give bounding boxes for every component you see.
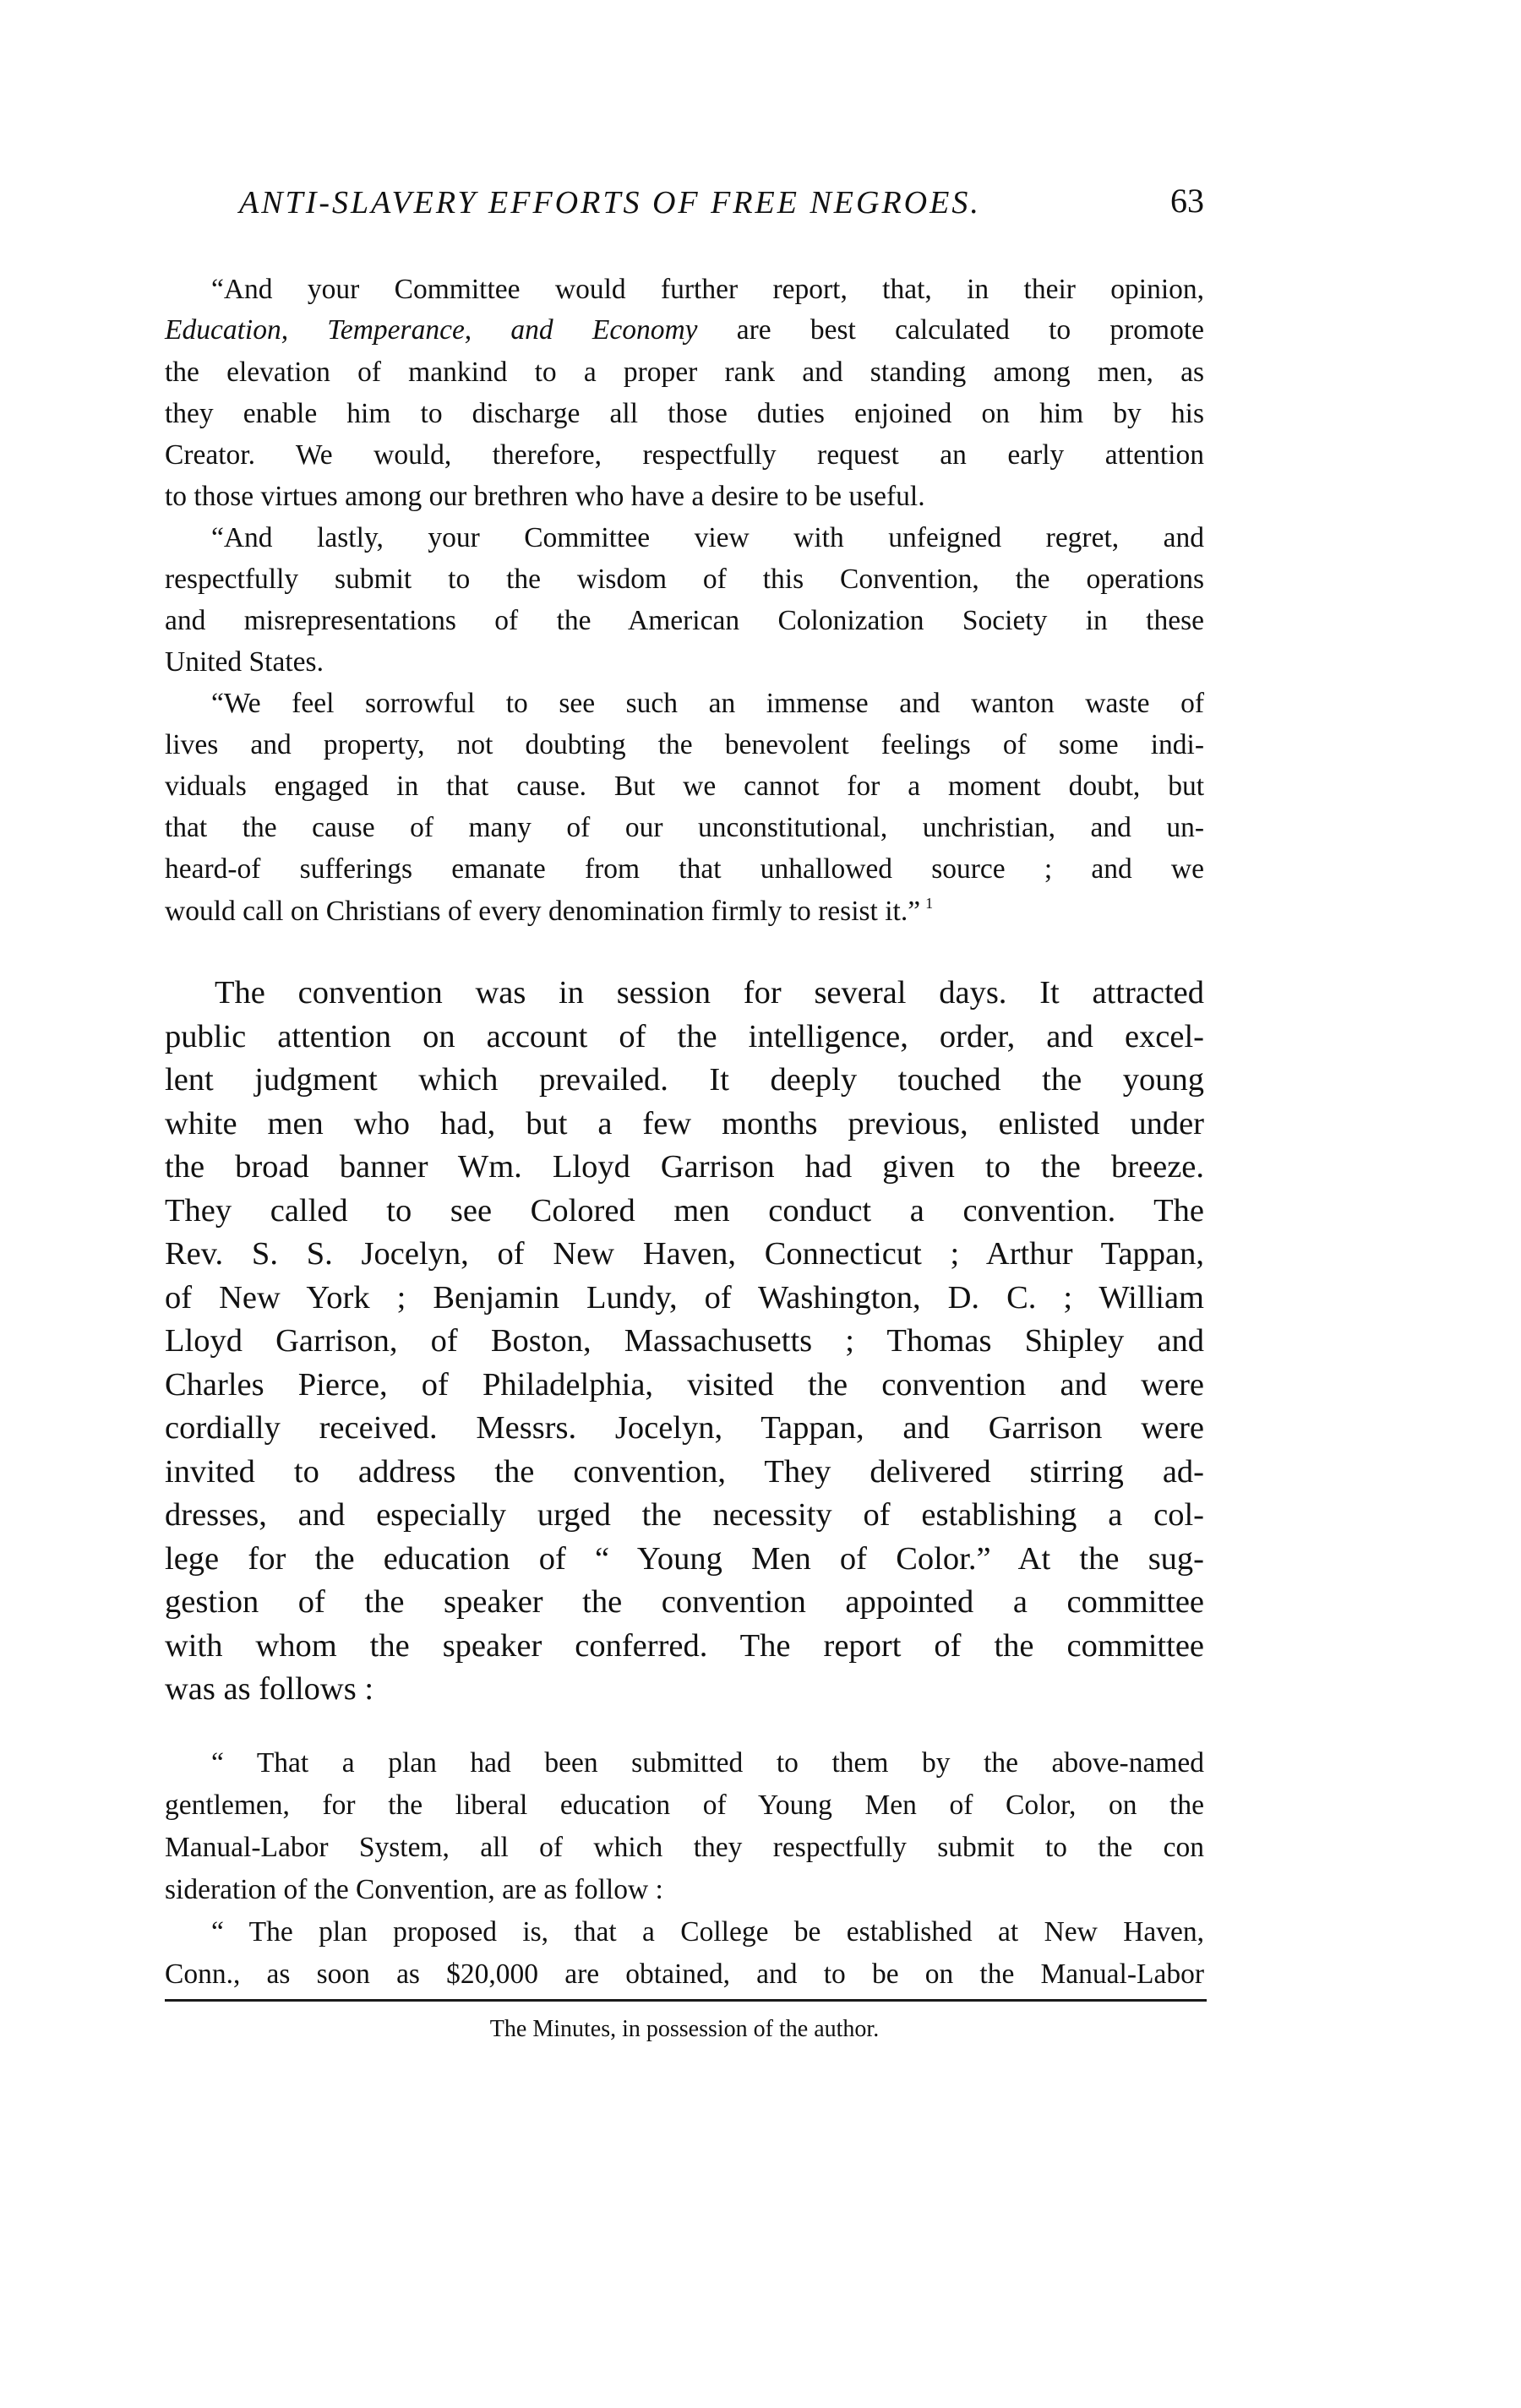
page-number: 63 [1170,182,1204,220]
quote-line: “ The plan proposed is, that a College be established at New Haven, [211,1916,1204,1948]
footnote-rule [165,1999,1207,2002]
quote-line: “We feel sorrowful to see such an immense and wanton waste of [211,688,1204,719]
quote-line: sideration of the Convention, are as follow : [165,1874,663,1905]
quote-line: gentlemen, for the liberal education of Young Men of Color, on the [165,1790,1204,1821]
body-line: They called to see Colored men conduct a convention. The [165,1193,1204,1229]
body-line: Charles Pierce, of Philadelphia, visited the convention and were [165,1367,1204,1403]
quote-line-italic [165,314,1204,357]
quote-line: Manual-Labor System, all of which they respectfully submit to the con [165,1832,1204,1863]
quote-line: “And your Committee would further report, that, in their opinion, [211,274,1204,305]
running-header [239,184,1204,226]
body-line: cordially received. Messrs. Jocelyn, Tappan, and Garrison were [165,1410,1204,1446]
body-line: invited to address the convention, They delivered stirring ad- [165,1454,1204,1490]
quote-line: that the cause of many of our unconstitutional, unchristian, and un- [165,812,1204,843]
quote-line: the elevation of mankind to a proper rank and standing among men, as [165,357,1204,388]
footnote-text: The Minutes, in possession of the author. [489,2016,880,2042]
quote-line-final [165,895,1204,937]
body-line: Rev. S. S. Jocelyn, of New Haven, Connecticut ; Arthur Tappan, [165,1236,1204,1272]
body-line: dresses, and especially urged the necessity of establishing a col- [165,1497,1204,1533]
quote-line-rest: are best calculated to promote [736,314,1204,346]
body-line: white men who had, but a few months previous, enlisted under [165,1106,1204,1141]
body-line: lent judgment which prevailed. It deeply touched the young [165,1062,1204,1098]
quote-line: “ That a plan had been submitted to them by the above-named [211,1747,1204,1779]
body-line: with whom the speaker conferred. The report of the committee [165,1628,1204,1664]
quote-line: respectfully submit to the wisdom of this Convention, the operations [165,564,1204,595]
body-line: Lloyd Garrison, of Boston, Massachusetts ; Thomas Shipley and [165,1323,1204,1359]
body-line: lege for the education of “ Young Men of Color.” At the sug- [165,1541,1204,1577]
quote-line: lives and property, not doubting the benevolent feelings of some indi- [165,729,1204,760]
quote-line: and misrepresentations of the American Colonization Society in these [165,605,1204,636]
quote-line: would call on Christians of every denomination firmly to resist it.” [165,896,921,927]
body-line: public attention on account of the intelligence, order, and excel- [165,1019,1204,1054]
quote-line: “And lastly, your Committee view with unfeigned regret, and [211,522,1204,553]
quote-line: Conn., as soon as $20,000 are obtained, and to be on the Manual-Labor [165,1959,1204,1990]
quote-line: to those virtues among our brethren who have a desire to be useful. [165,481,925,512]
quote-line: heard-of sufferings emanate from that unhallowed source ; and we [165,853,1204,885]
body-line: was as follows : [165,1671,374,1707]
body-line: the broad banner Wm. Lloyd Garrison had given to the breeze. [165,1149,1204,1185]
running-title: ANTI-SLAVERY EFFORTS OF FREE NEGROES. [239,185,981,221]
quote-line: Creator. We would, therefore, respectfully request an early attention [165,439,1204,471]
body-line: of New York ; Benjamin Lundy, of Washington, D. C. ; William [165,1280,1204,1316]
body-line: gestion of the speaker the convention appointed a committee [165,1584,1204,1620]
quote-line: viduals engaged in that cause. But we cannot for a moment doubt, but [165,771,1204,802]
quote-line: United States. [165,646,324,678]
body-line: The convention was in session for several days. It attracted [215,975,1204,1011]
footnote-marker: 1 [925,895,934,912]
quote-line: they enable him to discharge all those duties enjoined on him by his [165,398,1204,429]
footnote [165,2016,1204,2043]
italic-virtues: Education, Temperance, and Economy [165,314,698,346]
